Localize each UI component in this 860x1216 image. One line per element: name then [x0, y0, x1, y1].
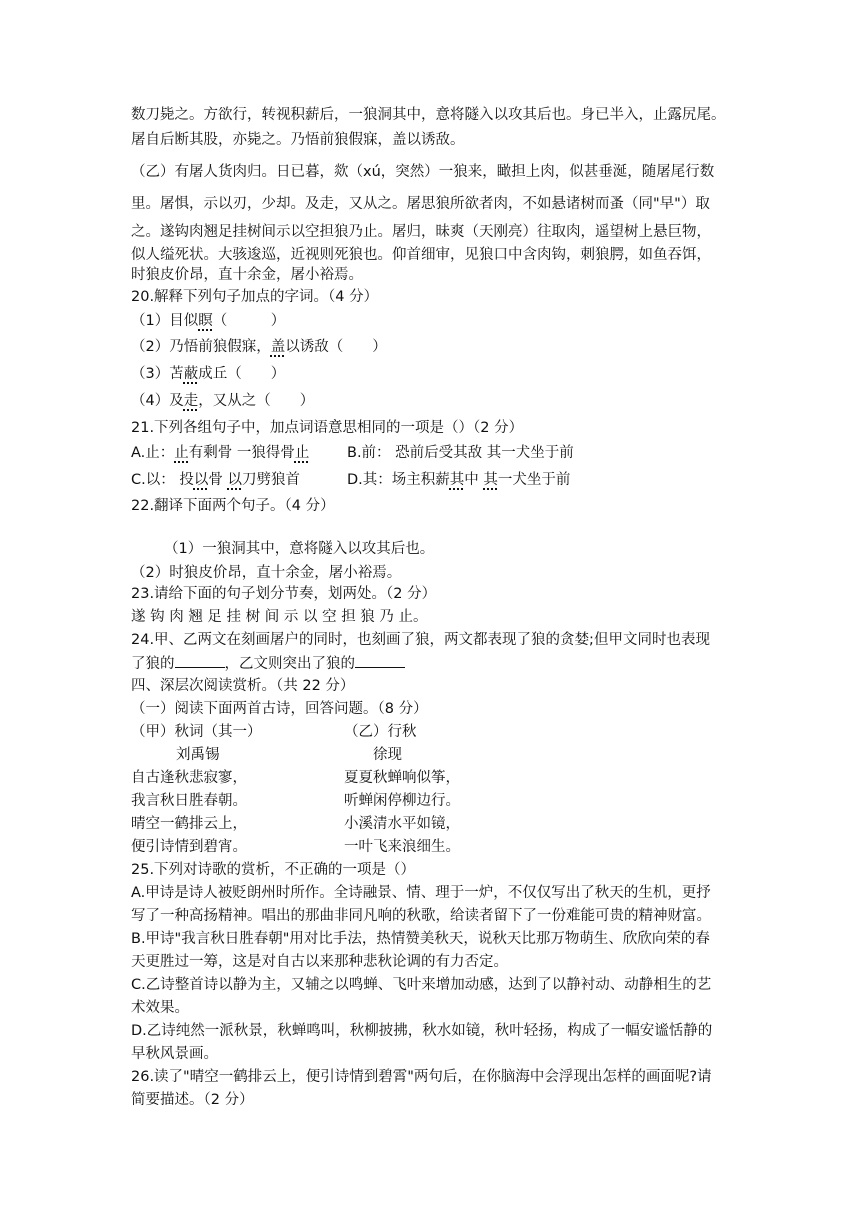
q22-sentence-1: （1）一狼洞其中，意将隧入以攻其后也。: [164, 541, 435, 557]
passage-b-line-1: （乙）有屠人货肉归。日已暮，欻（xú，突然）一狼来，瞰担上肉，似甚垂涎，随屠尾行数: [131, 164, 715, 180]
q20-title: 20.解释下列句子加点的字词。（4 分）: [131, 289, 379, 305]
q20-item-4: （4）及走，又从之（ ）: [131, 393, 315, 409]
q21-option-b: B.前： 恐前后受其敌 其一犬坐于前: [347, 445, 574, 461]
q20-item-1: （1）目似瞑（ ）: [131, 313, 286, 329]
passage-a-line-2: 屠自后断其股，亦毙之。乃悟前狼假寐，盖以诱敌。: [131, 132, 465, 148]
q21-option-c: C.以： 投以骨 以刀劈狼首: [131, 472, 300, 488]
poem-a-line: 晴空一鹤排云上，: [131, 816, 247, 832]
poem-b-line: 小溪清水平如镜，: [344, 816, 460, 832]
q25-option-b-line-2: 天更胜过一筹，这是对自古以来那种悲秋论调的有力否定。: [131, 954, 508, 970]
poem-a-title: （甲）秋词（其一）: [131, 724, 262, 740]
passage-b-line-3: 之。遂钩肉翘足挂树间示以空担狼乃止。屠归，昧爽（天刚亮）往取肉，遥望树上悬巨物，: [131, 224, 711, 240]
q23-title: 23.请给下面的句子划分节奏，划两处。（2 分）: [131, 586, 437, 602]
q22-sentence-2: （2）时狼皮价昂，直十余金，屠小裕焉。: [131, 565, 402, 581]
q25-option-d-line-1: D.乙诗纯然一派秋景，秋蝉鸣叫，秋柳披拂，秋水如镜，秋叶轻扬，构成了一幅安谧恬静的: [131, 1023, 713, 1039]
q21-title: 21.下列各组句子中，加点词语意思相同的一项是（）（2 分）: [131, 420, 524, 436]
q26-line-2: 简要描述。（2 分）: [131, 1092, 254, 1108]
poem-b-line: 一叶飞来浪细生。: [344, 839, 460, 855]
poem-b-line: 夏夏秋蝉响似筝，: [344, 770, 460, 786]
section-4-subtitle: （一）阅读下面两首古诗，回答问题。（8 分）: [131, 701, 428, 717]
q21-option-a: A.止：止有剩骨 一狼得骨止: [131, 445, 310, 461]
poem-b-author: 徐现: [373, 747, 402, 763]
q24-blank-2[interactable]: [355, 653, 405, 668]
q23-sentence: 遂 钩 肉 翘 足 挂 树 间 示 以 空 担 狼 乃 止。: [131, 609, 428, 625]
q25-option-b-line-1: B.甲诗"我言秋日胜春朝"用对比手法，热情赞美秋天，说秋天比那万物萌生、欣欣向荣的春: [131, 931, 710, 947]
poem-a-line: 我言秋日胜春朝。: [131, 793, 247, 809]
q20-dotted-word-1: 瞑: [198, 313, 213, 329]
poem-a-line: 便引诗情到碧宵。: [131, 839, 247, 855]
q25-title: 25.下列对诗歌的赏析，不正确的一项是（）: [131, 862, 416, 878]
q25-option-d-line-2: 早秋风景画。: [131, 1046, 218, 1062]
q20-dotted-word-3: 蔽: [183, 366, 199, 382]
q24-blank-1[interactable]: [175, 653, 225, 668]
q25-option-a-line-2: 写了一种高扬精神。唱出的那曲非同凡响的秋歌，给读者留下了一份难能可贵的精神财富。: [131, 908, 711, 924]
q24-line-2: 了狼的 ，乙文则突出了狼的: [131, 653, 405, 674]
poem-b-line: 听蝉闲停柳边行。: [344, 793, 460, 809]
q22-title: 22.翻译下面两个句子。（4 分）: [131, 498, 335, 514]
section-4-title: 四、深层次阅读赏析。（共 22 分）: [131, 678, 355, 694]
passage-b-line-5: 时狼皮价昂，直十余金，屠小裕焉。: [131, 267, 363, 283]
q26-line-1: 26.读了"晴空一鹤排云上，便引诗情到碧霄"两句后，在你脑海中会浮现出怎样的画面呢?请: [131, 1069, 712, 1085]
q24-line-1: 24.甲、乙两文在刻画屠户的同时，也刻画了狼，两文都表现了狼的贪婪;但甲文同时也表现: [131, 632, 710, 648]
q21-option-d: D.其：场主积薪其中 其一犬坐于前: [347, 472, 571, 488]
passage-a-line-1: 数刀毙之。方欲行，转视积薪后，一狼洞其中，意将隧入以攻其后也。身已半入，止露尻尾。: [131, 107, 726, 123]
poem-a-line: 自古逢秋悲寂寥，: [131, 770, 247, 786]
q20-item-3: （3）苫蔽成丘（ ）: [131, 366, 286, 382]
passage-b-line-2: 里。屠惧，示以刃，少却。及走，又从之。屠思狼所欲者肉，不如悬诸树而蚤（同"早"）取: [131, 196, 710, 212]
poem-b-title: （乙）行秋: [344, 724, 417, 740]
q25-option-a-line-1: A.甲诗是诗人被贬朗州时所作。全诗融景、情、理于一炉，不仅仅写出了秋天的生机，更抒: [131, 885, 711, 901]
q25-option-c-line-2: 术效果。: [131, 1000, 189, 1016]
q20-dotted-word-2: 盖: [270, 339, 286, 355]
q25-option-c-line-1: C.乙诗整首诗以静为主，又辅之以鸣蝉、飞叶来增加动感，达到了以静衬动、动静相生的艺: [131, 977, 712, 993]
poem-a-author: 刘禹锡: [176, 747, 220, 763]
q20-item-2: （2）乃悟前狼假寐，盖以诱敌（ ）: [131, 339, 387, 355]
passage-b-line-4: 似人缢死状。大骇逡巡，近视则死狼也。仰首细审，见狼口中含肉钩，刺狼腭，如鱼吞饵，: [131, 247, 711, 263]
q20-dotted-word-4: 走: [183, 393, 199, 409]
